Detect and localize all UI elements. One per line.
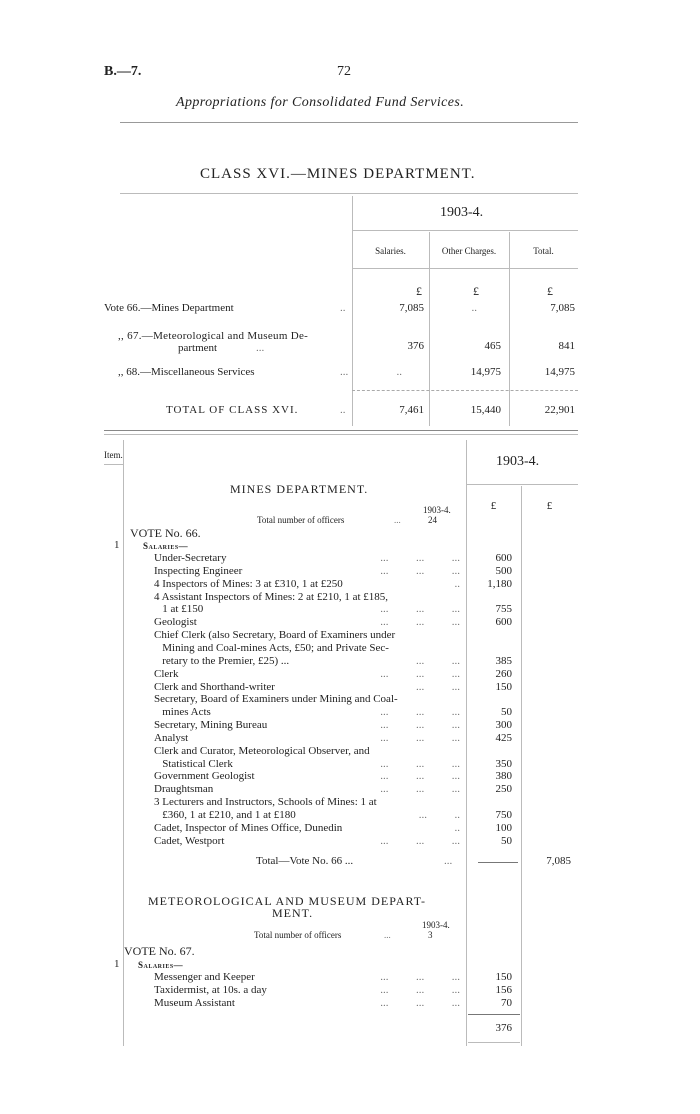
summary-col-divider-2 (429, 232, 430, 426)
line-item-text: Mining and Coal-mines Acts, £50; and Private Sec- (154, 641, 389, 654)
meteo-subtotal-rule-2 (468, 1042, 520, 1043)
col-total-header: Total. (533, 246, 554, 256)
vote-66-total-label: Total—Vote No. 66 ... (256, 855, 354, 867)
meteo-officers-dots: ... (384, 930, 391, 940)
salaries-label: Salaries— (143, 541, 189, 551)
amount-subcol-divider (521, 486, 522, 1046)
summary-year: 1903-4. (440, 205, 484, 220)
summary-total-label: TOTAL OF CLASS XVI. (166, 404, 299, 416)
summary-row-dots: ... (340, 366, 349, 378)
summary-total-salaries: 7,461 (399, 404, 424, 416)
line-item-amount: 150 (495, 680, 512, 693)
mines-officers-dots: ... (394, 515, 401, 525)
line-item-text: 1 at £150 (154, 603, 204, 616)
summary-row-salaries: 376 (407, 340, 424, 352)
line-item-text: Museum Assistant (154, 996, 235, 1009)
meteo-subtotal-rule (468, 1014, 520, 1015)
summary-row-vote-67: ,, 67.—Meteorological and Museum De- (118, 330, 309, 342)
line-item-amount: 260 (495, 667, 512, 680)
line-item-amount: 500 (495, 564, 512, 577)
line-item-amount: 70 (501, 996, 512, 1009)
line-item-text: Messenger and Keeper (154, 971, 255, 983)
salaries-label: Salaries— (138, 960, 184, 970)
line-item-text: Clerk and Shorthand-writer (154, 680, 275, 693)
header-rule (120, 122, 578, 123)
line-item-dots: ... ... ... (380, 770, 460, 783)
running-title: Appropriations for Consolidated Fund Services. (176, 95, 465, 110)
line-item-text: Under-Secretary (154, 552, 227, 564)
line-item-text: Analyst (154, 731, 189, 744)
line-item-dots: ... ... ... (380, 731, 460, 744)
line-item-dots: ... ... ... (380, 996, 460, 1009)
summary-top-rule (120, 193, 578, 194)
currency-total: £ (547, 284, 553, 298)
line-item-dots: ... ... ... (380, 564, 460, 577)
summary-total-other: 15,440 (470, 404, 501, 416)
line-item-amount: 600 (495, 552, 512, 564)
summary-total-dots: .. (340, 404, 346, 416)
line-item-dots: ... ... ... (380, 552, 460, 564)
mines-officers-year: 1903-4. (423, 505, 451, 515)
line-item-amount: 150 (495, 971, 512, 983)
line-item-dots: ... ... (416, 680, 460, 693)
summary-colhead-rule (352, 268, 578, 269)
line-item-dots: ... ... ... (380, 603, 460, 616)
meteo-heading-line1: METEOROLOGICAL AND MUSEUM DEPART- (148, 894, 426, 908)
line-item-dots: ... ... ... (380, 616, 460, 629)
line-item-amount: 380 (495, 770, 512, 783)
line-item-text: Cadet, Westport (154, 834, 225, 847)
line-item-amount: 755 (495, 603, 512, 616)
summary-row-total: 841 (558, 340, 575, 352)
line-item-text: Inspecting Engineer (154, 564, 243, 577)
summary-row-dots: ... (256, 342, 265, 354)
line-item-amount: 1,180 (487, 577, 512, 590)
vote-66-total-dots: ... (444, 855, 453, 867)
summary-col-divider-3 (509, 232, 510, 426)
line-item-dots: .. (454, 821, 460, 834)
line-item-amount: 50 (501, 834, 512, 847)
line-item-text: Secretary, Board of Examiners under Mining and Coal- (154, 693, 398, 706)
line-item-amount: 385 (495, 654, 512, 667)
line-item-text: 4 Assistant Inspectors of Mines: 2 at £210, 1 at £185, (154, 590, 389, 603)
summary-row-salaries: 7,085 (399, 302, 424, 314)
line-item-text: Geologist (154, 616, 197, 629)
summary-row-other: .. (471, 302, 477, 314)
line-item-amount: 300 (495, 719, 512, 732)
summary-total-total: 22,901 (544, 404, 575, 416)
summary-row-dots: .. (340, 302, 346, 314)
page-number: 72 (337, 64, 351, 79)
summary-year-rule (352, 230, 578, 231)
meteo-heading-line2: MENT. (272, 906, 314, 920)
summary-bottom-rule (104, 430, 578, 431)
detail-currency-2: £ (546, 500, 553, 512)
item-header-rule (104, 464, 124, 465)
col-salaries-header: Salaries. (375, 246, 406, 256)
summary-row-other: 465 (484, 340, 501, 352)
summary-row-vote-68: ,, 68.—Miscellaneous Services (118, 366, 255, 378)
detail-year-rule (466, 484, 578, 485)
line-item-text: Draughtsman (154, 783, 214, 796)
summary-row-vote-67-cont: partment (178, 342, 218, 354)
vote-66-heading: VOTE No. 66. (130, 526, 201, 540)
mines-officers-count: 24 (428, 515, 437, 525)
line-item-amount: 425 (495, 731, 512, 744)
summary-bottom-rule-2 (104, 434, 578, 435)
meteo-officers-year: 1903-4. (422, 920, 450, 930)
class-title: CLASS XVI.—MINES DEPARTMENT. (200, 166, 476, 182)
line-item-dots: ... ... (416, 654, 460, 667)
mines-subtotal-rule (478, 862, 518, 863)
line-item-text: Clerk and Curator, Meteorological Observer, and (154, 744, 370, 757)
line-item-dots: ... ... ... (380, 719, 460, 732)
summary-row-total: 7,085 (550, 302, 575, 314)
line-item-amount: 600 (495, 616, 512, 629)
currency-other: £ (473, 284, 479, 298)
line-item-text: mines Acts (154, 706, 211, 719)
line-item-text: Chief Clerk (also Secretary, Board of Examiners under (154, 629, 396, 642)
detail-year: 1903-4. (496, 454, 540, 469)
line-item-amount: 750 (495, 809, 512, 821)
line-item-dots: .. (454, 577, 460, 590)
item-number: 1 (114, 539, 120, 551)
line-item-text: £360, 1 at £210, and 1 at £180 (154, 809, 296, 821)
vote-66-total-amount: 7,085 (546, 855, 571, 867)
line-item-text: Statistical Clerk (154, 757, 233, 770)
line-item-dots: ... ... ... (380, 983, 460, 996)
document-series: B.—7. (104, 64, 142, 79)
summary-row-salaries: .. (396, 366, 402, 378)
line-item-text: Cadet, Inspector of Mines Office, Dunedin (154, 821, 343, 834)
line-item-text: 4 Inspectors of Mines: 3 at £310, 1 at £250 (154, 577, 343, 590)
col-other-header: Other Charges. (441, 246, 497, 256)
summary-total-rule (352, 390, 578, 391)
line-item-dots: ... ... ... (380, 971, 460, 983)
summary-row-vote-66: Vote 66.—Mines Department (104, 302, 234, 314)
line-item-dots: ... ... ... (380, 706, 460, 719)
line-item-dots: ... ... ... (380, 667, 460, 680)
line-item-text: Secretary, Mining Bureau (154, 719, 268, 732)
line-item-amount: 350 (495, 757, 512, 770)
line-item-dots: ... ... ... (380, 783, 460, 796)
line-item-dots: ... ... ... (380, 834, 460, 847)
vote-67-subtotal: 376 (495, 1022, 512, 1034)
summary-row-total: 14,975 (544, 366, 575, 378)
item-column-header: Item. (104, 450, 123, 460)
meteo-officers-label: Total number of officers (254, 930, 342, 940)
line-item-amount: 250 (495, 783, 512, 796)
mines-officers-label: Total number of officers (257, 515, 345, 525)
line-item-text: Clerk (154, 667, 179, 680)
vote-67-heading: VOTE No. 67. (124, 944, 195, 958)
line-item-dots: ... ... ... (380, 757, 460, 770)
line-item-text: retary to the Premier, £25) ... (154, 654, 290, 667)
currency-salaries: £ (416, 284, 422, 298)
line-item-amount: 156 (495, 983, 512, 996)
meteo-officers-count: 3 (428, 930, 433, 940)
line-item-text: 3 Lecturers and Instructors, Schools of Mines: 1 at (154, 796, 377, 809)
line-item-text: Taxidermist, at 10s. a day (154, 983, 267, 996)
detail-currency-1: £ (490, 500, 497, 512)
line-item-text: Government Geologist (154, 770, 255, 783)
line-item-amount: 100 (495, 821, 512, 834)
summary-row-other: 14,975 (470, 366, 501, 378)
mines-heading: MINES DEPARTMENT. (230, 482, 369, 496)
line-item-dots: ... .. (418, 809, 460, 821)
item-number: 1 (114, 958, 120, 970)
line-item-amount: 50 (501, 706, 512, 719)
